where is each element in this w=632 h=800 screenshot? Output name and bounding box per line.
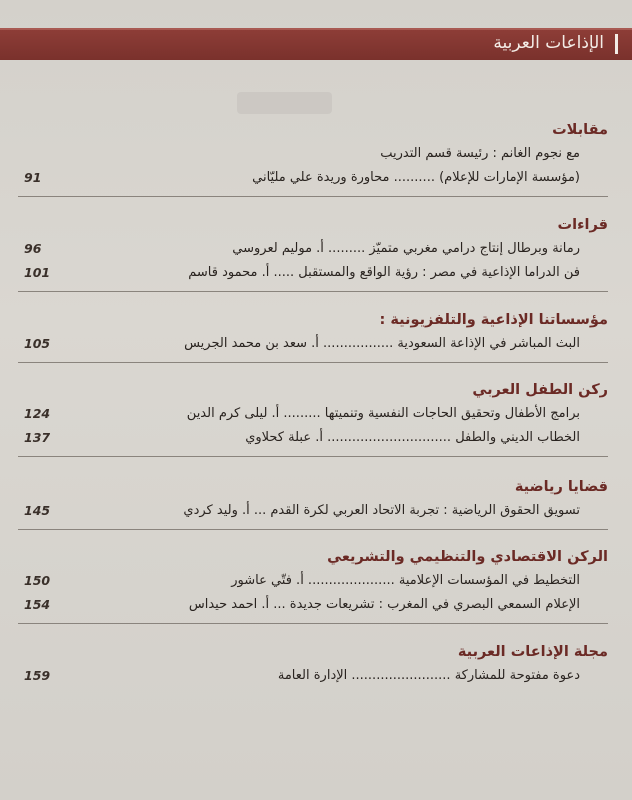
section-title: الركن الاقتصادي والتنظيمي والتشريعي (327, 549, 608, 565)
toc-entry[interactable] (18, 593, 608, 617)
entry-page: 96 (24, 241, 42, 256)
section-magazine (18, 640, 608, 688)
toc-entry[interactable] (18, 426, 608, 450)
entry-page: 137 (24, 430, 51, 445)
section-divider (18, 291, 608, 292)
toc-entry[interactable] (18, 332, 608, 356)
entry-page: 105 (24, 336, 51, 351)
entry-page: 154 (24, 597, 51, 612)
header-divider (615, 34, 618, 54)
faded-heading-blot (237, 92, 332, 114)
entry-text: رمانة وبرطال إنتاج درامي مغربي متميّز ......... أ. موليم لعروسي (232, 241, 580, 256)
section-title: قضايا رياضية (514, 479, 608, 495)
section-divider (18, 362, 608, 363)
section-institutions (18, 308, 608, 363)
toc-entry[interactable] (18, 569, 608, 593)
entry-text: برامج الأطفال وتحقيق الحاجات النفسية وتنميتها ......... أ. ليلى كرم الدين (186, 406, 580, 421)
toc-entry[interactable] (18, 664, 608, 688)
toc-entry[interactable] (18, 261, 608, 285)
entry-text: دعوة مفتوحة للمشاركة ........................ الإدارة العامة (277, 668, 580, 683)
toc-entry[interactable] (18, 166, 608, 190)
entry-page: 91 (24, 170, 42, 185)
section-interviews (18, 118, 608, 197)
entry-page: 124 (24, 406, 51, 421)
toc-entry[interactable] (18, 237, 608, 261)
entry-text: مع نجوم الغانم : رئيسة قسم التدريب (380, 146, 580, 161)
section-title: مقابلات (552, 122, 608, 138)
section-divider (18, 456, 608, 457)
entry-page: 150 (24, 573, 51, 588)
entry-text: الإعلام السمعي البصري في المغرب : تشريعات جديدة ... أ. احمد حيداس (188, 597, 580, 612)
section-sports (18, 475, 608, 530)
section-readings (18, 213, 608, 292)
entry-text: التخطيط في المؤسسات الإعلامية ..................... أ. فتّي عاشور (231, 573, 580, 588)
section-title: مجلة الإذاعات العربية (457, 644, 608, 660)
section-economic-legal (18, 545, 608, 624)
toc-entry[interactable] (18, 142, 608, 166)
section-title: ركن الطفل العربي (472, 382, 608, 398)
section-divider (18, 529, 608, 530)
entry-text: الخطاب الديني والطفل .............................. أ. عبلة كحلاوي (245, 430, 580, 445)
section-divider (18, 623, 608, 624)
magazine-title: الإذاعات العربية (493, 33, 604, 53)
entry-page: 159 (24, 668, 51, 683)
toc-entry[interactable] (18, 402, 608, 426)
entry-text: (مؤسسة الإمارات للإعلام) .......... محاورة وريدة علي مليّاني (252, 170, 580, 185)
entry-text: فن الدراما الإذاعية في مصر : رؤية الواقع والمستقبل ..... أ. محمود قاسم (188, 265, 580, 280)
section-title: قراءات (557, 217, 608, 233)
entry-page: 101 (24, 265, 51, 280)
section-child-corner (18, 378, 608, 457)
toc-entry[interactable] (18, 499, 608, 523)
section-divider (18, 196, 608, 197)
entry-text: البث المباشر في الإذاعة السعودية ................. أ. سعد بن محمد الجريس (184, 336, 580, 351)
section-title: مؤسساتنا الإذاعية والتلفزيونية : (379, 312, 608, 328)
entry-page: 145 (24, 503, 51, 518)
entry-text: تسويق الحقوق الرياضية : تجربة الاتحاد العربي لكرة القدم ... أ. وليد كردي (183, 503, 580, 518)
